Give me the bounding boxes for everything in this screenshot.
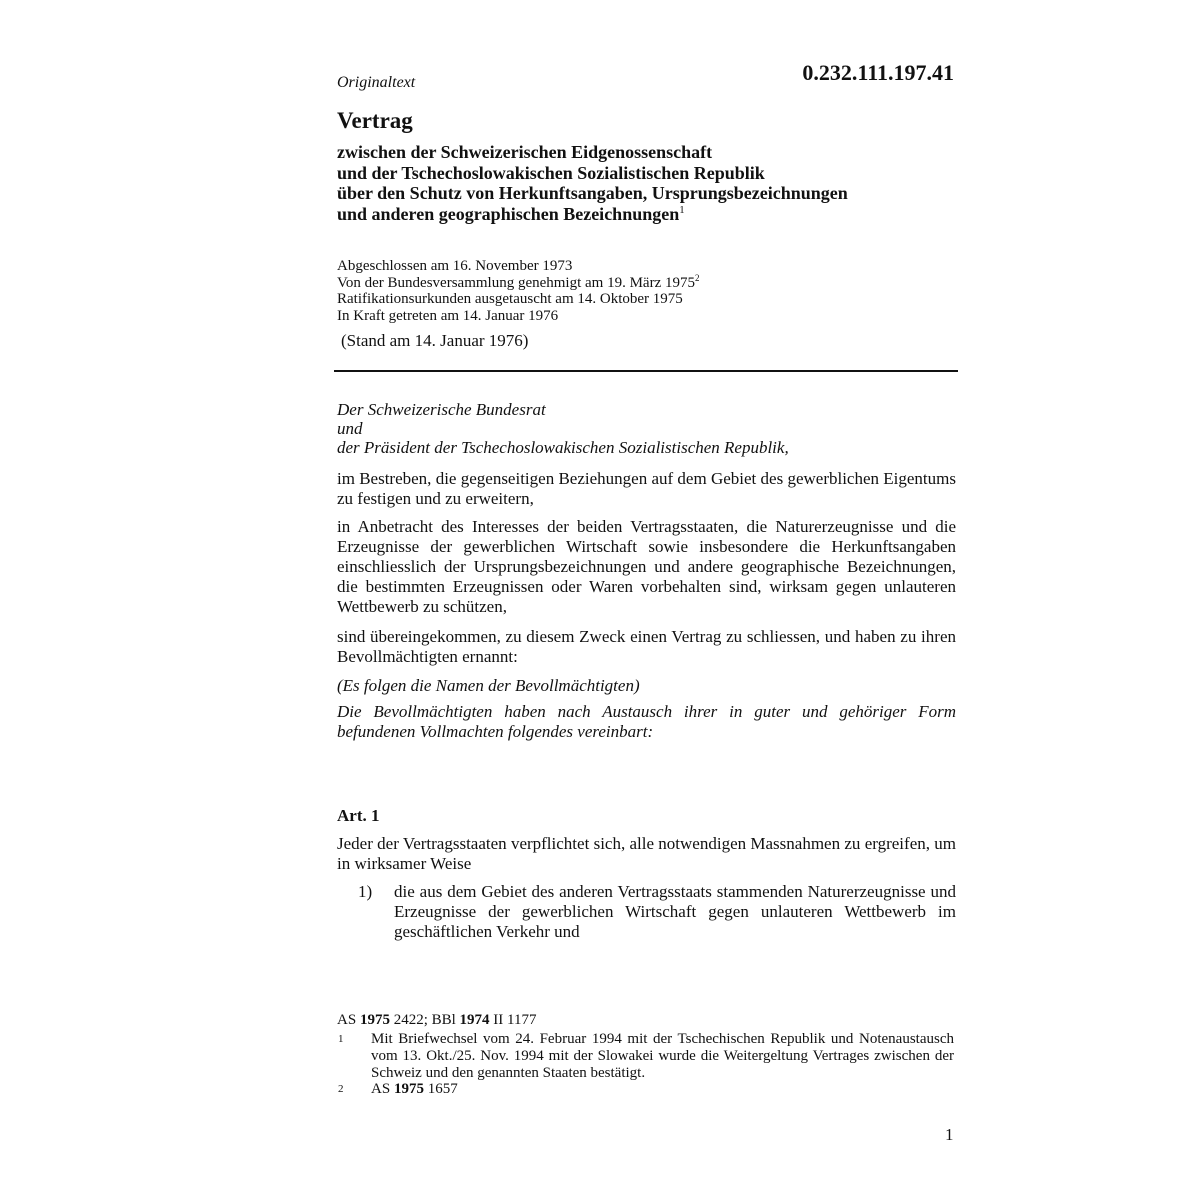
subtitle-line-last (337, 204, 977, 225)
source-mid: 2422; BBl (389, 1012, 460, 1028)
footnote-2-text (371, 1081, 458, 1098)
footnote-2-prefix: AS (371, 1081, 394, 1097)
subtitle-line-text: und anderen geographischen Bezeichnungen (337, 203, 680, 224)
footnote-1-mark: 1 (338, 1033, 344, 1045)
document-subtitle (337, 142, 977, 224)
preamble-paragraph-1: im Bestreben, die gegenseitigen Beziehungen auf dem Gebiet des gewerblichen Eigentums zu festigen und zu erweitern, (337, 469, 956, 508)
in-force-date: In Kraft getreten am 14. Januar 1976 (337, 307, 559, 324)
party-line: der Präsident der Tschechoslowakischen Sozialistischen Republik, (337, 438, 789, 457)
party-line: Der Schweizerische Bundesrat (337, 400, 546, 419)
original-text-label: Originaltext (337, 74, 416, 91)
document-number: 0.232.111.197.41 (802, 60, 954, 85)
status-date: (Stand am 14. Januar 1976) (341, 331, 529, 350)
approval-text: Von der Bundesversammlung genehmigt am 19. März 1975 (337, 274, 695, 291)
concluded-date: Abgeschlossen am 16. November 1973 (337, 258, 573, 274)
subtitle-line: und der Tschechoslowakischen Sozialistischen Republik (337, 162, 765, 183)
preamble-parties (337, 400, 956, 457)
preamble-paragraph-4: (Es folgen die Namen der Bevollmächtigten) (337, 676, 640, 695)
treaty-metadata (337, 258, 700, 324)
list-item-text: die aus dem Gebiet des anderen Vertragsstaats stammenden Naturerzeugnisse und Erzeugnisse der gewerblichen Wirtschaft gegen unlauteren Wettbewerb im geschäftlichen Verkehr und (394, 882, 956, 941)
footnote-1-text: Mit Briefwechsel vom 24. Februar 1994 mit der Tschechischen Republik und Notenaustausch vom 13. Okt./25. Nov. 1994 mit der Slowakei wurde die Weitergeltung Vertrages zwischen der Schweiz und den genannten Staaten bestätigt. (371, 1031, 954, 1081)
article-1-intro: Jeder der Vertragsstaaten verpflichtet sich, alle notwendigen Massnahmen zu ergreifen, um in wirksamer Weise (337, 834, 956, 873)
list-item-number: 1) (358, 882, 373, 901)
approval-date (337, 272, 700, 292)
footnote-ref-1[interactable]: 1 (679, 203, 685, 216)
footnote-2-year: 1975 (393, 1081, 424, 1097)
page-number: 1 (945, 1125, 954, 1144)
preamble-paragraph-2: in Anbetracht des Interesses der beiden Vertragsstaaten, die Naturerzeugnisse und die Erzeugnisse der gewerblichen Wirtschaft sowie insbesondere die Herkunftsangaben einschliesslich der Ursprungsbezeichnungen und andere geographische Bezeichnungen, die bestimmten Erzeugnissen oder Waren vorbehalten sind, wirksam gegen unlauteren Wettbewerb zu schützen, (337, 517, 956, 616)
footnote-2-suffix: 1657 (423, 1081, 458, 1097)
party-line: und (337, 419, 363, 438)
header-divider (334, 370, 958, 372)
article-1-heading: Art. 1 (337, 806, 380, 825)
source-suffix: II 1177 (489, 1012, 537, 1028)
ratification-date: Ratifikationsurkunden ausgetauscht am 14. Oktober 1975 (337, 291, 683, 307)
subtitle-line: über den Schutz von Herkunftsangaben, Ursprungsbezeichnungen (337, 183, 848, 203)
subtitle-line: zwischen der Schweizerischen Eidgenossenschaft (337, 142, 713, 162)
source-year-1: 1975 (359, 1012, 390, 1028)
preamble-paragraph-5: Die Bevollmächtigten haben nach Austausch ihrer in guter und gehöriger Form befundenen Vollmachten folgendes vereinbart: (337, 702, 956, 741)
preamble-paragraph-3: sind übereingekommen, zu diesem Zweck einen Vertrag zu schliessen, und haben zu ihren Bevollmächtigten ernannt: (337, 627, 956, 666)
source-prefix: AS (337, 1012, 360, 1028)
source-reference (337, 1012, 536, 1029)
source-year-2: 1974 (459, 1012, 490, 1028)
footnote-ref-2[interactable]: 2 (695, 272, 700, 283)
footnote-2-mark: 2 (338, 1083, 344, 1095)
document-title: Vertrag (337, 108, 413, 133)
